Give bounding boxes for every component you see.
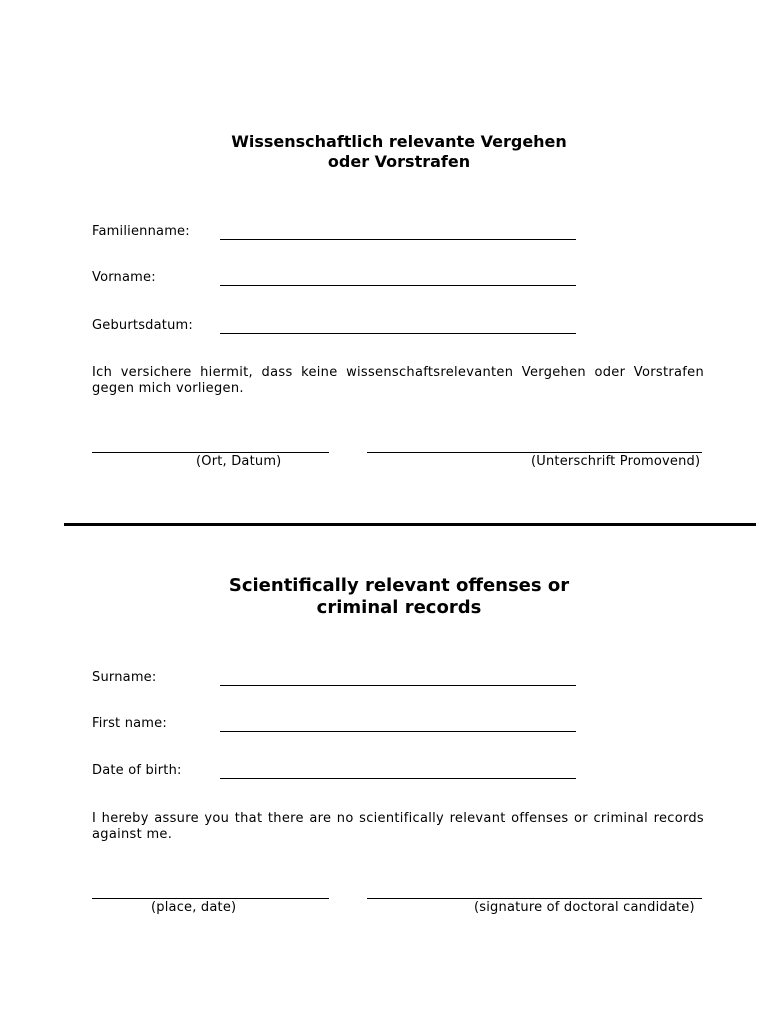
german-surname-field[interactable] — [220, 239, 576, 240]
english-title-line-1: Scientifically relevant offenses or — [228, 575, 570, 596]
english-firstname-field[interactable] — [220, 731, 576, 732]
german-birthdate-label: Geburtsdatum: — [92, 318, 193, 333]
english-firstname-label: First name: — [92, 716, 167, 731]
german-birthdate-field[interactable] — [220, 333, 576, 334]
german-form-title — [0, 132, 770, 172]
german-signature-caption: (Unterschrift Promovend) — [531, 454, 701, 469]
english-signature-field[interactable] — [367, 898, 702, 899]
section-divider — [64, 523, 756, 526]
german-place-date-field[interactable] — [92, 452, 329, 453]
english-birthdate-label: Date of birth: — [92, 763, 182, 778]
english-signature-caption: (signature of doctoral candidate) — [474, 900, 695, 915]
english-surname-label: Surname: — [92, 670, 157, 685]
german-title-line-2: oder Vorstrafen — [327, 152, 471, 171]
german-place-date-caption: (Ort, Datum) — [196, 454, 282, 469]
english-form-title — [0, 575, 770, 619]
english-place-date-caption: (place, date) — [151, 900, 237, 915]
english-declaration-text: I hereby assure you that there are no scientifically relevant offenses or criminal records against me. — [92, 811, 704, 842]
english-surname-field[interactable] — [220, 685, 576, 686]
german-signature-field[interactable] — [367, 452, 702, 453]
german-firstname-label: Vorname: — [92, 270, 156, 285]
english-place-date-field[interactable] — [92, 898, 329, 899]
german-firstname-field[interactable] — [220, 285, 576, 286]
german-declaration-text: Ich versichere hiermit, dass keine wissenschaftsrelevanten Vergehen oder Vorstrafen gegen mich vorliegen. — [92, 365, 704, 396]
english-birthdate-field[interactable] — [220, 778, 576, 779]
german-title-line-1: Wissenschaftlich relevante Vergehen — [231, 132, 567, 151]
english-title-line-2: criminal records — [316, 597, 482, 618]
german-surname-label: Familienname: — [92, 224, 190, 239]
